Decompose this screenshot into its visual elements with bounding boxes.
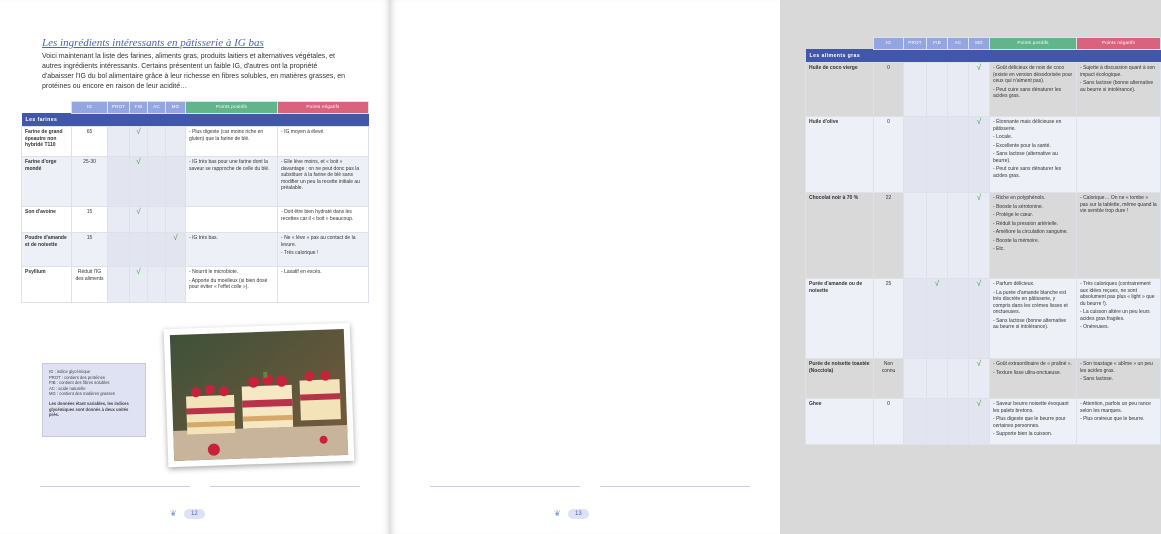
footer-rule <box>210 486 360 487</box>
list-item: - Sans lactose (alternative au beurre). <box>993 151 1073 164</box>
fats-table <box>805 37 1161 445</box>
ingredient-name: Purée de noisette toastée (Nocciola) <box>806 359 874 399</box>
mg-check: √ <box>166 233 186 267</box>
negative-list <box>281 159 365 192</box>
positive-list <box>189 159 274 172</box>
positive-list <box>993 119 1073 179</box>
col-ac: AC <box>148 102 166 114</box>
prot-check <box>108 233 130 267</box>
table-row <box>22 127 369 157</box>
prot-check <box>904 63 927 117</box>
ingredient-name: Ghee <box>806 399 874 445</box>
negative-list <box>1080 281 1157 331</box>
ac-check <box>148 207 166 233</box>
negative-points <box>278 207 369 233</box>
ac-check <box>148 233 166 267</box>
list-item: - Étonnante mais délicieuse en pâtisserie. <box>993 119 1073 132</box>
list-item: - Réduit la pression artérielle. <box>993 221 1073 228</box>
ornament-icon: ❦ <box>170 509 178 518</box>
category-row <box>22 113 369 127</box>
prot-check <box>904 279 927 359</box>
ig-value: 15 <box>72 233 108 267</box>
list-item: - Parfum délicieux. <box>993 281 1073 288</box>
col-ig: IG <box>72 102 108 114</box>
pastry-illustration <box>170 329 348 461</box>
legend-item: IG : indice glycémique <box>49 369 91 374</box>
page-title: Les ingrédients intéressants en pâtisserie à IG bas <box>42 37 264 49</box>
list-item: - Riche en polyphénols. <box>993 195 1073 202</box>
table-row <box>22 233 369 267</box>
positive-points <box>186 157 278 207</box>
table-row <box>806 279 1161 359</box>
positive-list <box>993 401 1073 438</box>
col-points-negatifs: Points négatifs <box>1077 38 1161 50</box>
col-points-negatifs: Points négatifs <box>278 102 369 114</box>
ig-value: 0 <box>874 399 904 445</box>
list-item: - Améliore la circulation sanguine. <box>993 229 1073 236</box>
negative-list <box>1080 401 1157 423</box>
prot-check <box>904 399 927 445</box>
col-points-positifs: Points positifs <box>186 102 278 114</box>
table-row <box>806 399 1161 445</box>
footer-rule <box>600 486 750 487</box>
mg-check: √ <box>969 117 990 193</box>
positive-list <box>189 269 274 291</box>
positive-points <box>186 127 278 157</box>
list-item: - La cuisson altère un peu leurs acides gras fragiles. <box>1080 309 1157 322</box>
flours-table <box>21 101 369 303</box>
col-ig: IG <box>874 38 904 50</box>
negative-points <box>1077 279 1161 359</box>
fib-check <box>927 193 948 279</box>
list-item: - Protège le cœur. <box>993 212 1073 219</box>
prot-check <box>108 127 130 157</box>
ingredient-name: Farine d'orge mondé <box>22 157 72 207</box>
mg-check: √ <box>969 399 990 445</box>
list-item: - Son toastage « abîme » un peu les acides gras. <box>1080 361 1157 374</box>
col-mg: MG <box>166 102 186 114</box>
col-ac: AC <box>948 38 969 50</box>
list-item: - Ne « lève » pas au contact de la levure. <box>281 235 365 248</box>
list-item: - Peut cuire sans dénaturer les acides gras. <box>993 166 1073 179</box>
intro-paragraph: Voici maintenant la liste des farines, aliments gras, produits laitiers et alternatives végétales, et autres ingrédients intéressants. Certains présentent un faible IG, d'autres ont la propriété d'abaisser l'IG du bol alimentaire grâce à leur richesse en fibres solubles, en matières grasses, en protéines ou encore en raison de leur acidité… <box>42 53 346 90</box>
col-fib: FIB <box>130 102 148 114</box>
list-item: - Plus digeste (car moins riche en gluten) que la farine de blé. <box>189 129 274 142</box>
list-item: - Apporte du moelleux (si bien dosé pour éviter « l'effet colle »). <box>189 278 274 291</box>
ig-value: 25-30 <box>72 157 108 207</box>
table-row <box>806 117 1161 193</box>
right-page <box>390 0 1157 534</box>
list-item: - Etc. <box>993 246 1073 253</box>
negative-list <box>281 235 365 257</box>
table-row <box>806 193 1161 279</box>
col-fib: FIB <box>927 38 948 50</box>
mg-check <box>166 207 186 233</box>
list-item: - Peut cuire sans dénaturer les acides gras. <box>993 87 1073 100</box>
footer-rule <box>40 486 190 487</box>
table-row <box>806 63 1161 117</box>
fib-check: √ <box>130 207 148 233</box>
list-item: - Calorique… On ne « tombe » pas sur la tablette, même quand la vie semble trop dure ! <box>1080 195 1157 215</box>
list-item: - Locale. <box>993 134 1073 141</box>
ig-value: 0 <box>874 117 904 193</box>
pastry-photo <box>164 323 355 467</box>
ingredient-name: Poudre d'amande et de noisette <box>22 233 72 267</box>
negative-points <box>278 157 369 207</box>
fib-check <box>130 233 148 267</box>
negative-points <box>278 233 369 267</box>
positive-points <box>990 279 1077 359</box>
fib-check: √ <box>130 157 148 207</box>
negative-list <box>281 209 365 222</box>
page-number: 12 <box>184 509 205 519</box>
list-item: - Sans lactose (bonne alternative au beurre si intolérance). <box>1080 80 1157 93</box>
mg-check: √ <box>969 63 990 117</box>
ingredient-name: Farine de grand épeautre non hybridé T110 <box>22 127 72 157</box>
mg-check: √ <box>969 193 990 279</box>
negative-points <box>278 127 369 157</box>
negative-list <box>281 129 365 136</box>
list-item: - Très calorique ! <box>281 250 365 257</box>
negative-points <box>1077 359 1161 399</box>
list-item: - Plus digeste que le beurre pour certaines personnes. <box>993 416 1073 429</box>
col-prot: PROT <box>904 38 927 50</box>
fib-check <box>927 399 948 445</box>
page-number: 13 <box>568 509 589 519</box>
table-row <box>22 267 369 303</box>
footer-rule <box>430 486 580 487</box>
list-item: - Laxatif en excès. <box>281 269 365 276</box>
positive-list <box>993 361 1073 376</box>
positive-points <box>990 193 1077 279</box>
ig-value: 22 <box>874 193 904 279</box>
list-item: - Goût extraordinaire de « praliné ». <box>993 361 1073 368</box>
list-item: - Sans lactose (bonne alternative au beurre si intolérance). <box>993 318 1073 331</box>
list-item: - La purée d'amande blanche est très discrète en pâtisserie, y compris dans les crèmes lisses et onctueuses. <box>993 290 1073 316</box>
negative-list <box>1080 195 1157 215</box>
positive-list <box>189 129 274 142</box>
ig-value: Réduit l'IG des aliments <box>72 267 108 303</box>
positive-list <box>993 281 1073 331</box>
left-page <box>0 0 390 534</box>
positive-points <box>990 117 1077 193</box>
ig-value: 15 <box>72 207 108 233</box>
list-item: - Booste la sérotonine. <box>993 204 1073 211</box>
ac-check <box>948 359 969 399</box>
positive-points <box>990 359 1077 399</box>
list-item: - Plus onéreux que le beurre. <box>1080 416 1157 423</box>
ac-check <box>948 279 969 359</box>
cake-slice <box>186 384 236 435</box>
table-header-row <box>22 102 369 114</box>
mg-check: √ <box>969 359 990 399</box>
prot-check <box>108 267 130 303</box>
list-item: - IG très bas pour une farine dont la saveur se rapproche de celle du blé. <box>189 159 274 172</box>
negative-points <box>278 267 369 303</box>
ornament-icon: ❦ <box>554 509 562 518</box>
negative-points <box>1077 193 1161 279</box>
prot-check <box>904 117 927 193</box>
ig-value: 25 <box>874 279 904 359</box>
ig-value: 0 <box>874 63 904 117</box>
ac-check <box>948 193 969 279</box>
ac-check <box>148 157 166 207</box>
list-item: - Texture lisse ultra-onctueuse. <box>993 370 1073 377</box>
ac-check <box>948 117 969 193</box>
fib-check <box>927 117 948 193</box>
col-points-positifs: Points positifs <box>990 38 1077 50</box>
ingredient-name: Huile de coco vierge <box>806 63 874 117</box>
fib-check <box>927 359 948 399</box>
legend-note: Les données étant variables, les indices glycémiques sont donnés à deux unités près. <box>49 400 129 418</box>
negative-points <box>1077 63 1161 117</box>
table-header-row <box>806 38 1161 50</box>
legend-item: PROT : contient des protéines <box>49 374 106 380</box>
col-mg: MG <box>969 38 990 50</box>
ac-check <box>148 267 166 303</box>
ingredient-name: Son d'avoine <box>22 207 72 233</box>
list-item: - IG moyen à élevé. <box>281 129 365 136</box>
positive-points <box>186 233 278 267</box>
category-row <box>806 49 1161 63</box>
positive-list <box>993 65 1073 100</box>
mg-check <box>166 267 186 303</box>
positive-points <box>186 267 278 303</box>
legend-item: AC : acide naturelle <box>49 385 86 391</box>
prot-check <box>108 157 130 207</box>
fib-check: √ <box>130 267 148 303</box>
ingredient-name: Purée d'amande ou de noisette <box>806 279 874 359</box>
ac-check <box>948 63 969 117</box>
list-item: - Nourrit le microbiote. <box>189 269 274 276</box>
list-item: - Sans lactose. <box>1080 376 1157 383</box>
negative-list <box>1080 361 1157 383</box>
table-row <box>22 157 369 207</box>
category-label: Les farines <box>22 113 369 127</box>
negative-points <box>1077 117 1161 193</box>
list-item: - IG très bas. <box>189 235 274 242</box>
positive-points <box>990 399 1077 445</box>
ingredient-name: Chocolat noir à 70 % <box>806 193 874 279</box>
ac-check <box>148 127 166 157</box>
positive-points <box>990 63 1077 117</box>
col-prot: PROT <box>108 102 130 114</box>
negative-list <box>1080 65 1157 93</box>
negative-list <box>281 269 365 276</box>
prot-check <box>904 193 927 279</box>
positive-points <box>186 207 278 233</box>
list-item: - Goût délicieux de noix de coco (existe en version désodorisée pour ceux qui n'aiment pas). <box>993 65 1073 85</box>
prot-check <box>904 359 927 399</box>
list-item: - Saveur beurre noisette évoquant les palets bretons. <box>993 401 1073 414</box>
ingredient-name: Huile d'olive <box>806 117 874 193</box>
negative-points <box>1077 399 1161 445</box>
list-item: - Supporte bien la cuisson. <box>993 431 1073 438</box>
prot-check <box>108 207 130 233</box>
legend-box <box>42 363 146 437</box>
mg-check <box>166 127 186 157</box>
ingredient-name: Psyllium <box>22 267 72 303</box>
cake-slice <box>241 371 293 429</box>
category-label: Les aliments gras <box>806 49 1161 63</box>
table-row <box>806 359 1161 399</box>
list-item: - Booste la mémoire. <box>993 238 1073 245</box>
ig-value: 65 <box>72 127 108 157</box>
fib-check: √ <box>927 279 948 359</box>
list-item: - Doit être bien hydraté dans les recettes car il « boit » beaucoup. <box>281 209 365 222</box>
ac-check <box>948 399 969 445</box>
table-row <box>22 207 369 233</box>
fib-check <box>927 63 948 117</box>
list-item: - Attention, parfois un peu rance selon les marques. <box>1080 401 1157 414</box>
legend-item: FIB : contient des fibres solubles <box>49 380 110 386</box>
ig-value: Non connu <box>874 359 904 399</box>
mg-check <box>166 157 186 207</box>
list-item: - Onéreuses. <box>1080 324 1157 331</box>
positive-list <box>993 195 1073 253</box>
mg-check: √ <box>969 279 990 359</box>
list-item: - Très caloriques (contrairement aux idées reçues, ne sont absolument pas plus « light » que du beurre !). <box>1080 281 1157 307</box>
fib-check: √ <box>130 127 148 157</box>
legend-item: MG : contient des matières grasses <box>49 391 115 397</box>
list-item: - Elle lève moins, et « boit » davantage : on ne peut donc pas la substituer à la farine de blé sans modifier un peu la recette initiale au préalable. <box>281 159 365 192</box>
list-item: - Excellente pour la santé. <box>993 143 1073 150</box>
positive-list <box>189 235 274 242</box>
list-item: - Sujette à discussion quant à son impact écologique. <box>1080 65 1157 78</box>
